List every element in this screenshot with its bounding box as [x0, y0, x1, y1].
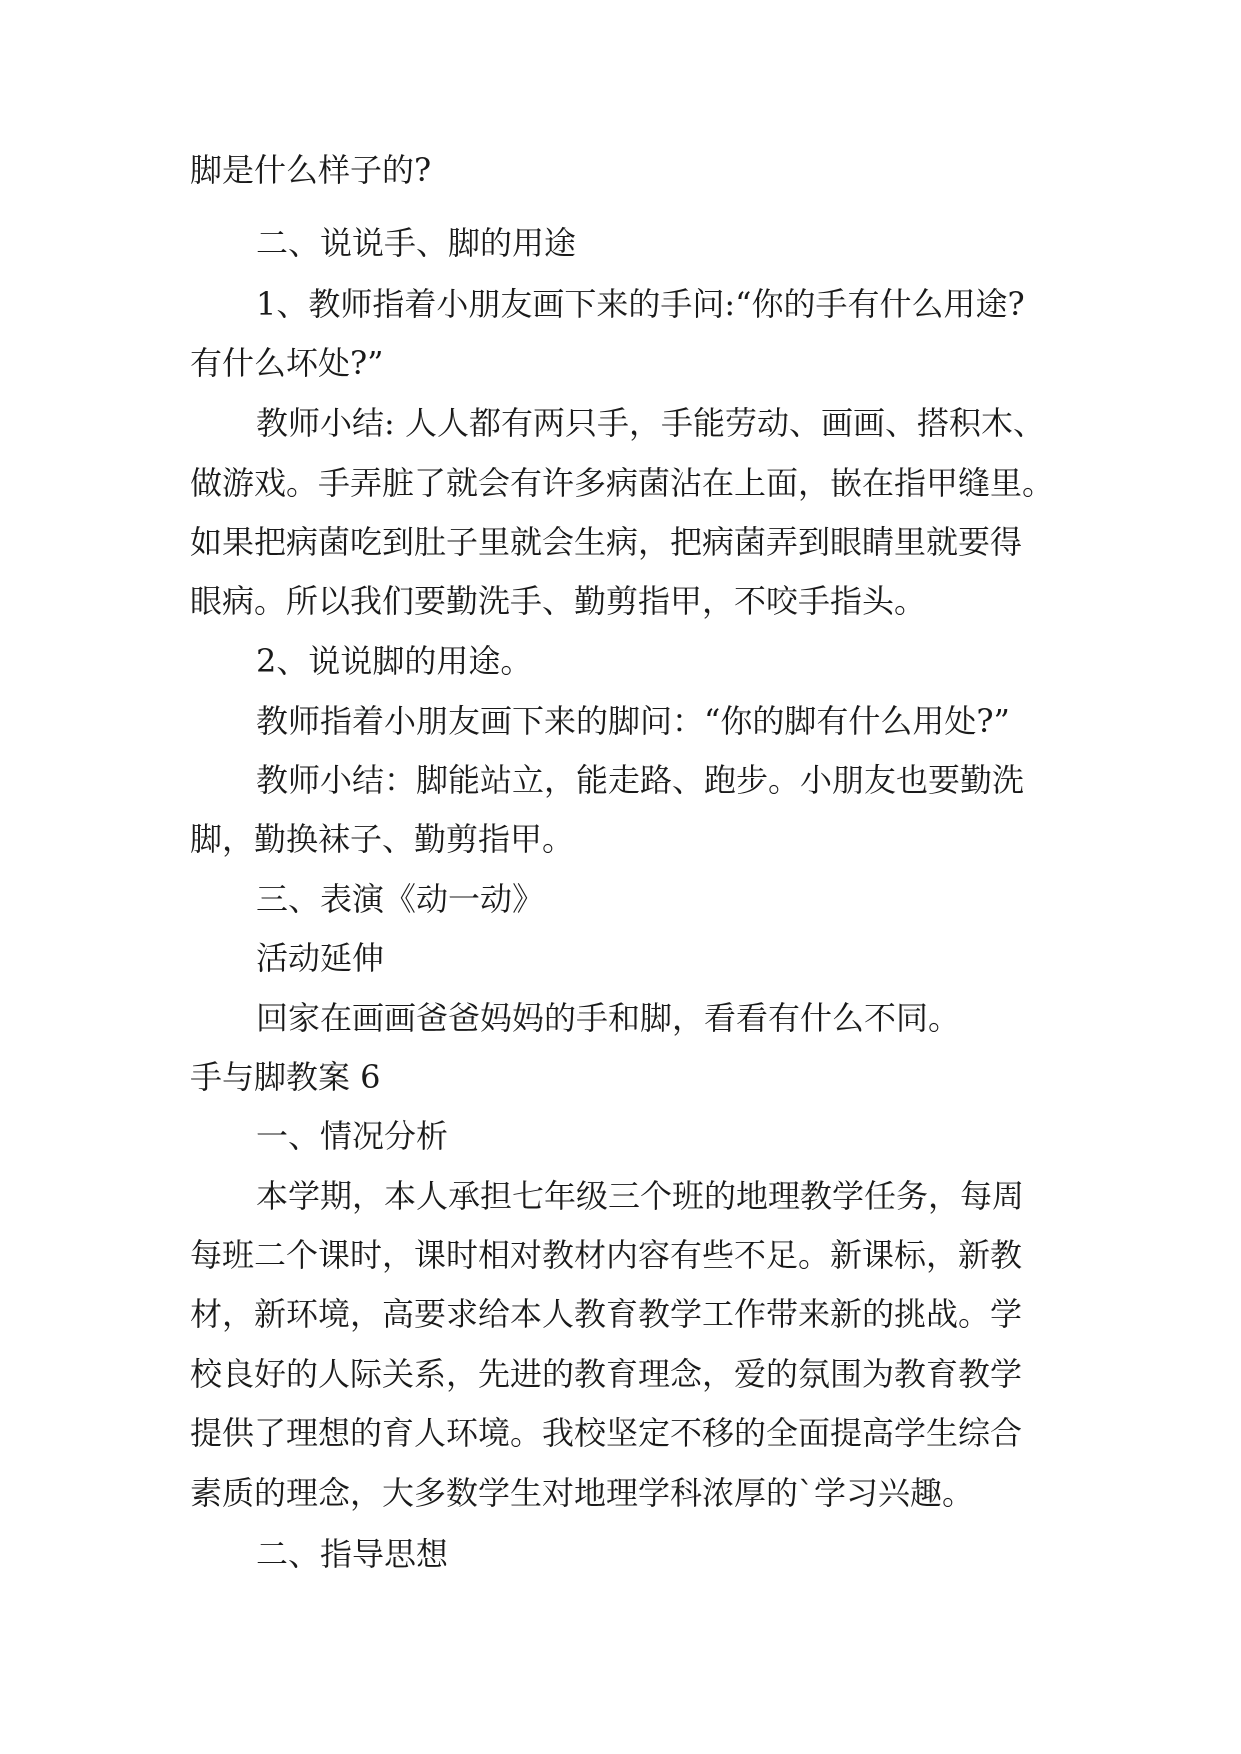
- text-line: 如果把病菌吃到肚子里就会生病，把病菌弄到眼睛里就要得: [190, 523, 1023, 561]
- text-line: 有什么坏处?”: [190, 344, 384, 382]
- text-line: 教师指着小朋友画下来的脚问：“你的脚有什么用处?”: [256, 702, 1010, 740]
- document-title: 手与脚教案 6: [190, 1058, 381, 1096]
- text-line: 校良好的人际关系，先进的教育理念，爱的氛围为教育教学: [190, 1355, 1023, 1393]
- text-line: 教师小结: 人人都有两只手，手能劳动、画画、搭积木、: [256, 404, 1045, 442]
- text-line: 做游戏。手弄脏了就会有许多病菌沾在上面，嵌在指甲缝里。: [190, 464, 1055, 502]
- text-line: 眼病。所以我们要勤洗手、勤剪指甲，不咬手指头。: [190, 582, 927, 620]
- text-line: 提供了理想的育人环境。我校坚定不移的全面提高学生综合: [190, 1414, 1023, 1452]
- text-line: 素质的理念，大多数学生对地理学科浓厚的`学习兴趣。: [190, 1474, 975, 1512]
- section-heading: 一、情况分析: [256, 1117, 449, 1155]
- text-line: 教师小结：脚能站立，能走路、跑步。小朋友也要勤洗: [256, 761, 1025, 799]
- text-line: 脚是什么样子的?: [190, 151, 432, 189]
- text-line: 回家在画画爸爸妈妈的手和脚，看看有什么不同。: [256, 999, 961, 1037]
- text-line: 脚，勤换袜子、勤剪指甲。: [190, 820, 575, 858]
- text-line: 2、说说脚的用途。: [256, 642, 533, 680]
- text-line: 每班二个课时，课时相对教材内容有些不足。新课标，新教: [190, 1236, 1023, 1274]
- section-heading: 二、指导思想: [256, 1535, 449, 1573]
- section-heading: 二、说说手、脚的用途: [256, 224, 577, 262]
- section-heading: 活动延伸: [256, 939, 385, 977]
- text-line: 本学期，本人承担七年级三个班的地理教学任务，每周: [256, 1177, 1025, 1215]
- text-line: 材，新环境，高要求给本人教育教学工作带来新的挑战。学: [190, 1295, 1023, 1333]
- section-heading: 三、表演《动一动》: [256, 880, 545, 918]
- text-line: 1、教师指着小朋友画下来的手问:“你的手有什么用途?: [256, 285, 1025, 323]
